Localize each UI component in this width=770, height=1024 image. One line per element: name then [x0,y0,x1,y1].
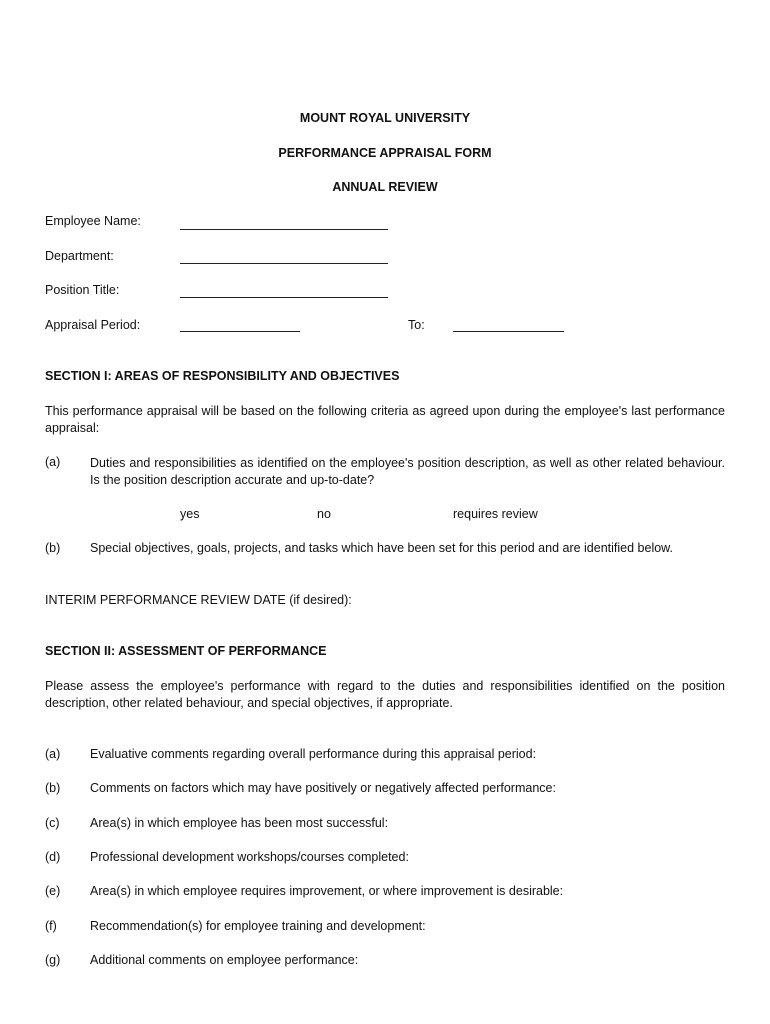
assessment-item-g-marker: (g) [45,953,61,967]
section-1-heading: SECTION I: AREAS OF RESPONSIBILITY AND OBJECTIVES [45,369,400,383]
option-no[interactable]: no [317,507,331,521]
assessment-item-f-text: Recommendation(s) for employee training and development: [90,919,426,933]
department-field[interactable] [180,263,388,264]
interim-review-date-label: INTERIM PERFORMANCE REVIEW DATE (if desired): [45,593,352,607]
assessment-item-d-text: Professional development workshops/courses completed: [90,850,409,864]
assessment-item-e-text: Area(s) in which employee requires improvement, or where improvement is desirable: [90,884,564,898]
section-2-intro: Please assess the employee's performance with regard to the duties and responsibilities identified on the position description, other related behaviour, and special objectives, if appropriate. [45,679,725,710]
department-label: Department: [45,249,114,263]
to-label: To: [408,318,425,332]
section-1-intro: This performance appraisal will be based on the following criteria as agreed upon during the employee's last performance appraisal: [45,404,725,435]
assessment-item-e-marker: (e) [45,884,61,898]
review-type-title: ANNUAL REVIEW [332,180,438,194]
assessment-item-g-text: Additional comments on employee performance: [90,953,359,967]
assessment-item-a-marker: (a) [45,747,61,761]
position-title-label: Position Title: [45,283,120,297]
assessment-item-b-text: Comments on factors which may have positively or negatively affected performance: [90,781,556,795]
option-requires-review[interactable]: requires review [453,507,538,521]
assessment-item-b-marker: (b) [45,781,61,795]
option-yes[interactable]: yes [180,507,200,521]
section-1-item-b-marker: (b) [45,541,61,555]
assessment-item-c-text: Area(s) in which employee has been most successful: [90,816,389,830]
position-title-field[interactable] [180,297,388,298]
form-title: PERFORMANCE APPRAISAL FORM [278,146,492,160]
section-1-item-a-text: Duties and responsibilities as identified on the employee's position description, as well as other related behaviour. Is the position description accurate and up-to-date? [90,456,725,487]
university-title: MOUNT ROYAL UNIVERSITY [299,111,471,125]
assessment-item-f-marker: (f) [45,919,57,933]
section-1-item-a-marker: (a) [45,455,61,469]
appraisal-period-to-field[interactable] [453,331,564,332]
appraisal-period-label: Appraisal Period: [45,318,141,332]
appraisal-period-from-field[interactable] [180,331,300,332]
section-1-item-b-text: Special objectives, goals, projects, and tasks which have been set for this period and are identified below. [90,541,673,555]
section-2-heading: SECTION II: ASSESSMENT OF PERFORMANCE [45,644,327,658]
assessment-item-d-marker: (d) [45,850,61,864]
assessment-item-c-marker: (c) [45,816,60,830]
employee-name-label: Employee Name: [45,214,141,228]
employee-name-field[interactable] [180,229,388,230]
assessment-item-a-text: Evaluative comments regarding overall performance during this appraisal period: [90,747,537,761]
